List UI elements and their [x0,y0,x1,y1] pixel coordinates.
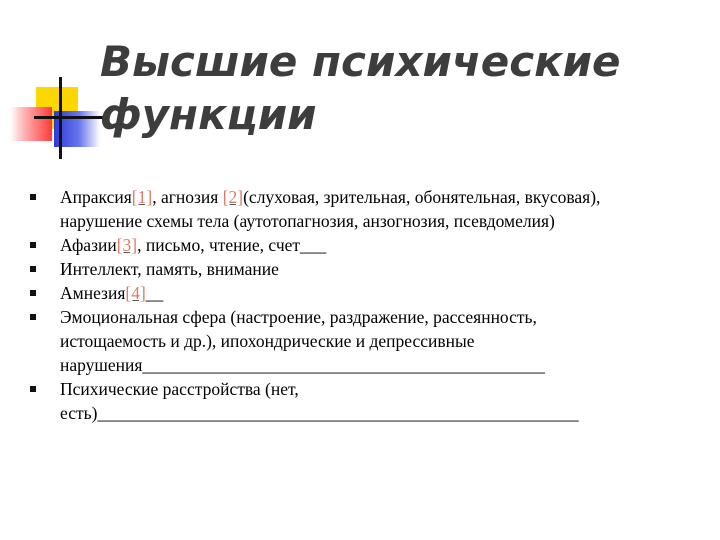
bullet-text: Афазии [60,235,117,255]
bullet-line: нарушение схемы тела (аутотопагнозия, анзогнозия, псевдомелия) [60,211,555,231]
reference-link[interactable]: [1] [131,187,153,207]
square-bullet-icon [30,314,36,320]
bullet-item-aphasia [30,233,700,257]
square-bullet-icon [30,242,36,248]
bullet-text: , агнозия [152,187,223,207]
bullet-line: Интеллект, память, внимание [60,259,279,279]
bullet-line: Психические расстройства (нет, [60,379,299,399]
slide-title-line-2: функции [100,90,317,139]
square-bullet-icon [30,194,36,200]
bullet-text: __ [145,283,164,303]
bullet-line: истощаемость и др.), ипохондрические и депрессивные [60,331,475,351]
bullet-item-amnesia [30,281,700,305]
bullet-text: (слуховая, зрительная, обонятельная, вкусовая), [243,187,601,207]
logo-red-square [10,107,52,141]
bullet-text: , письмо, чтение, счет___ [137,235,327,255]
bullet-item-emotional [30,305,700,377]
bullet-list [30,185,700,425]
logo-horizontal-line [34,116,104,119]
reference-link[interactable]: [3] [116,235,138,255]
bullet-text: Апраксия [60,187,132,207]
bullet-item-praxis [30,185,700,233]
reference-link[interactable]: [4] [125,283,146,303]
square-bullet-icon [30,386,36,392]
bullet-line [60,185,700,209]
square-bullet-icon [30,266,36,272]
reference-link[interactable]: [2] [222,187,244,207]
bullet-line: Эмоциональная сфера (настроение, раздражение, рассеянность, [60,307,537,327]
bullet-line: нарушения______________________________________________ [60,355,545,375]
slide-title [100,35,640,141]
bullet-line [60,281,700,305]
bullet-item-intellect [30,257,700,281]
slide-title-line-1: Высшие психические [100,37,621,86]
bullet-line [60,233,700,257]
bullet-line: есть)_______________________________________________________ [60,403,579,423]
square-bullet-icon [30,290,36,296]
bullet-item-mental-disorders [30,377,700,425]
bullet-text: Амнезия [60,283,126,303]
